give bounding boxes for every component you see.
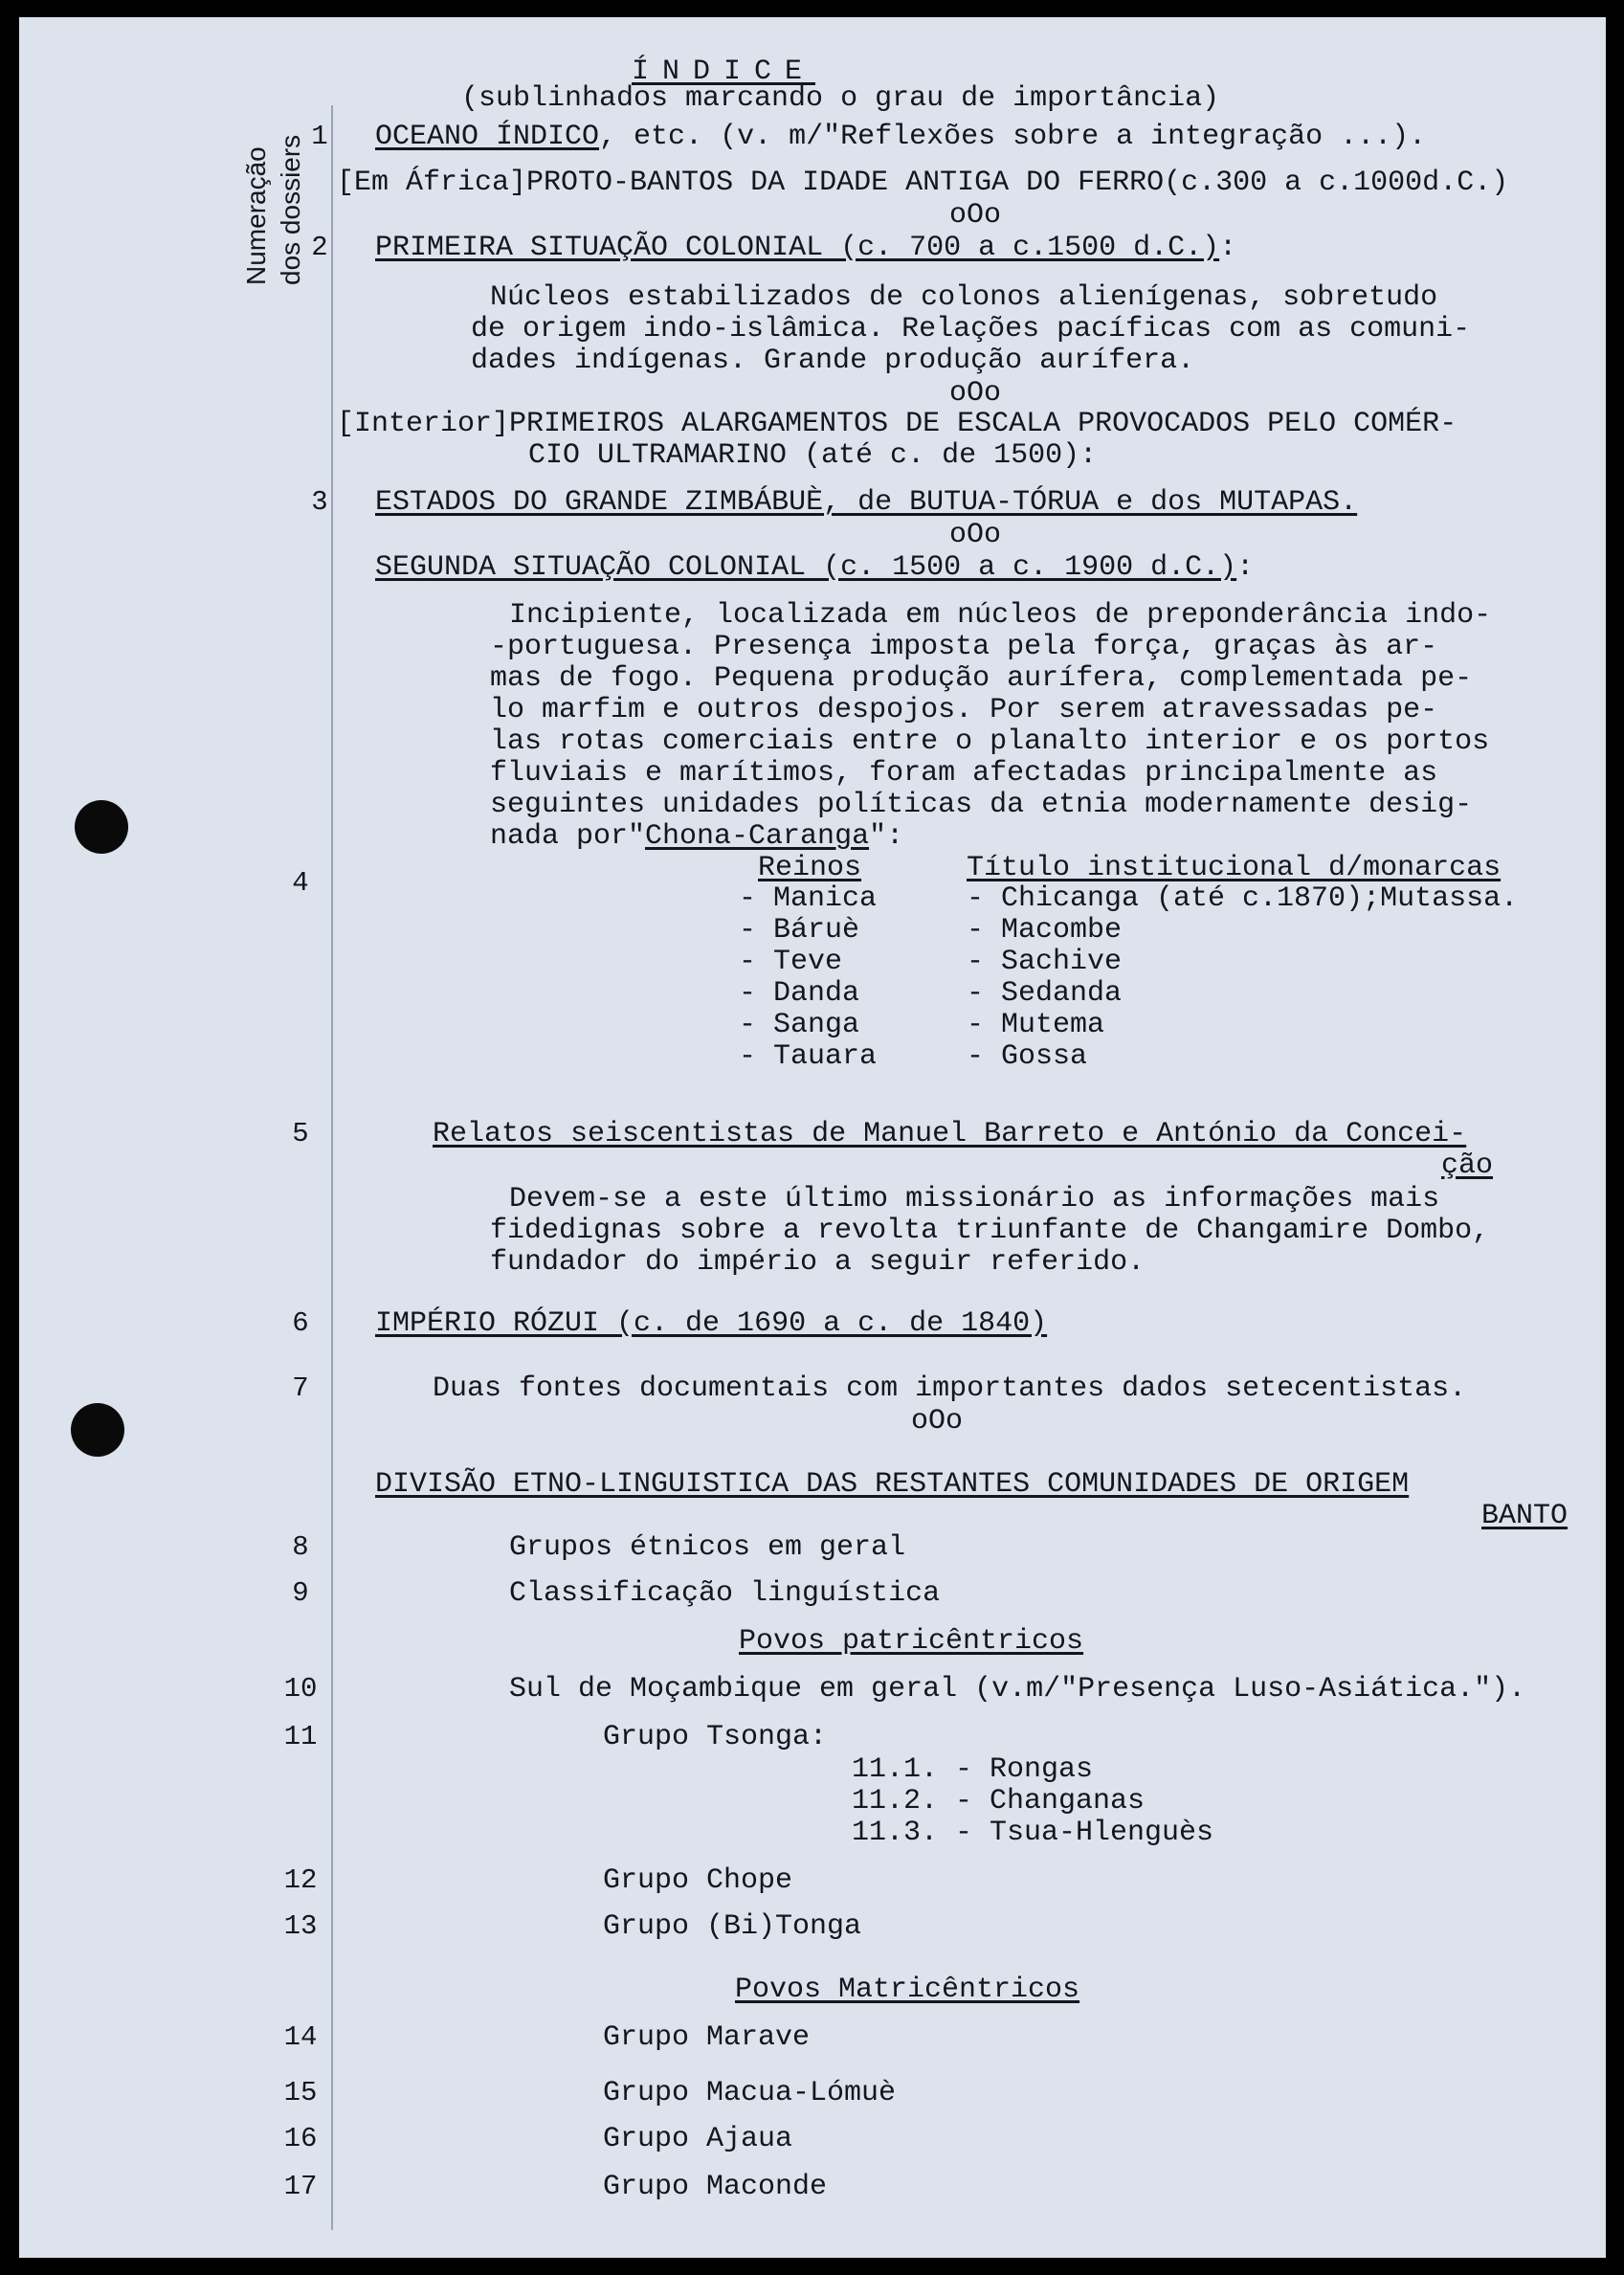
dossier-number: 3: [311, 486, 328, 518]
dossier-number: 1: [311, 121, 328, 152]
punch-hole-top: [75, 800, 128, 854]
text-line: lo marfim e outros despojos. Por serem atravessadas pe-: [490, 694, 1438, 726]
dossier-number: 15: [283, 2077, 318, 2108]
text-line: seguintes unidades políticas da etnia modernamente desig-: [490, 789, 1473, 821]
entry-imperio-rozui: IMPÉRIO RÓZUI (c. de 1690 a c. de 1840): [375, 1307, 1048, 1340]
dossier-number: 17: [283, 2171, 318, 2202]
titulo: - Mutema: [967, 1009, 1105, 1041]
entry-relatos-end: ção: [1441, 1149, 1494, 1182]
dossier-number: 4: [292, 867, 309, 899]
page-subtitle: (sublinhados marcando o grau de importância): [461, 82, 1220, 115]
entry-colon: :: [1236, 551, 1255, 584]
entry-grupo-maconde: Grupo Maconde: [603, 2171, 828, 2203]
entry-estados-zimbabue: ESTADOS DO GRANDE ZIMBÁBUÈ, de BUTUA-TÓRUA e dos MUTAPAS.: [375, 486, 1358, 519]
entry-grupo-bitonga: Grupo (Bi)Tonga: [603, 1910, 862, 1943]
dossier-number: 13: [283, 1910, 318, 1942]
dossier-number: 2: [311, 232, 328, 263]
entry-grupo-marave: Grupo Marave: [603, 2021, 811, 2054]
entry-divisao-end: BANTO: [1481, 1500, 1568, 1532]
reino: - Manica: [739, 882, 878, 915]
dossier-number: 11: [283, 1721, 318, 1752]
text-fragment: ":: [869, 820, 904, 853]
reino: - Danda: [739, 977, 860, 1010]
sub-entry: 11.3. - Tsua-Hlenguès: [852, 1817, 1214, 1849]
entry-proto-bantos: [Em África]PROTO-BANTOS DA IDADE ANTIGA DO FERRO(c.300 a c.1000d.C.): [337, 167, 1509, 199]
separator: oOo: [949, 519, 1002, 551]
dossier-number: 12: [283, 1864, 318, 1896]
titulo: - Gossa: [967, 1040, 1088, 1073]
dossier-number: 5: [292, 1118, 309, 1149]
entry-heading: PRIMEIRA SITUAÇÃO COLONIAL (c. 700 a c.1500 d.C.): [375, 232, 1220, 264]
entry-primeira-situacao: [375, 232, 1236, 264]
titulo-header: Título institucional d/monarcas: [967, 852, 1502, 884]
dossier-number: 7: [292, 1372, 309, 1404]
separator: oOo: [911, 1405, 964, 1438]
text-line: dades indígenas. Grande produção aurífera.: [471, 345, 1195, 377]
text-fragment: nada por": [490, 820, 646, 853]
entry-grupo-tsonga: Grupo Tsonga:: [603, 1721, 828, 1753]
reino: - Tauara: [739, 1040, 878, 1073]
titulo: - Macombe: [967, 914, 1123, 947]
section-matricentricos: Povos Matricêntricos: [735, 1974, 1080, 2006]
sub-entry: 11.1. - Rongas: [852, 1753, 1094, 1786]
dossier-number: 14: [283, 2021, 318, 2053]
text-line: Núcleos estabilizados de colonos alienígenas, sobretudo: [490, 281, 1438, 314]
dossier-number: 10: [283, 1673, 318, 1705]
separator: oOo: [949, 199, 1002, 232]
titulo: - Sachive: [967, 946, 1123, 978]
margin-rule: [331, 105, 333, 2230]
page-title: ÍNDICE: [632, 56, 816, 88]
text-line: fluviais e marítimos, foram afectadas principalmente as: [490, 757, 1438, 790]
reinos-header: Reinos: [758, 852, 862, 884]
sub-entry: 11.2. - Changanas: [852, 1785, 1146, 1818]
dossier-number: 6: [292, 1307, 309, 1339]
reino: - Báruè: [739, 914, 860, 947]
titulo: - Sedanda: [967, 977, 1123, 1010]
text-line: fundador do império a seguir referido.: [490, 1246, 1146, 1279]
entry-heading: SEGUNDA SITUAÇÃO COLONIAL (c. 1500 a c. 1900 d.C.): [375, 551, 1237, 584]
entry-grupo-chope: Grupo Chope: [603, 1864, 793, 1897]
text-line: las rotas comerciais entre o planalto interior e os portos: [490, 725, 1490, 758]
dossier-number: 8: [292, 1531, 309, 1563]
text-line: mas de fogo. Pequena produção aurífera, complementada pe-: [490, 662, 1473, 695]
dossier-number: 16: [283, 2123, 318, 2154]
section-patricentricos: Povos patricêntricos: [739, 1625, 1084, 1658]
reino: - Teve: [739, 946, 843, 978]
titulo: - Chicanga (até c.1870);Mutassa.: [967, 882, 1519, 915]
entry-text: , etc. (v. m/"Reflexões sobre a integração ...).: [599, 121, 1427, 153]
side-label-line1: Numeração: [241, 146, 271, 285]
chona-caranga: Chona-Caranga: [645, 820, 870, 853]
text-line: Incipiente, localizada em núcleos de preponderância indo-: [509, 599, 1492, 632]
reino: - Sanga: [739, 1009, 860, 1041]
entry-relatos: Relatos seiscentistas de Manuel Barreto e António da Concei-: [433, 1118, 1467, 1150]
text-line: fidedignas sobre a revolta triunfante de Changamire Dombo,: [490, 1215, 1490, 1247]
entry-fontes: Duas fontes documentais com importantes dados setecentistas.: [433, 1372, 1467, 1405]
text-line: de origem indo-islâmica. Relações pacíficas com as comuni-: [471, 313, 1471, 346]
text-line: [Interior]PRIMEIROS ALARGAMENTOS DE ESCALA PROVOCADOS PELO COMÉR-: [337, 408, 1457, 440]
entry-colon: :: [1219, 232, 1237, 264]
text-line: Devem-se a este último missionário as informações mais: [509, 1183, 1440, 1216]
text-line: [490, 820, 903, 853]
entry-oceano-indico: [375, 121, 1426, 153]
entry-heading: OCEANO ÍNDICO: [375, 121, 600, 153]
entry-sul-mocambique: Sul de Moçambique em geral (v.m/"Presença Luso-Asiática.").: [509, 1673, 1526, 1706]
entry-grupo-ajaua: Grupo Ajaua: [603, 2123, 793, 2155]
text-line: -portuguesa. Presença imposta pela força, graças às ar-: [490, 631, 1438, 663]
document-page: [19, 17, 1606, 2258]
dossier-number: 9: [292, 1577, 309, 1609]
entry-classificacao: Classificação linguística: [509, 1577, 941, 1610]
entry-grupos-etnicos: Grupos étnicos em geral: [509, 1531, 906, 1564]
text-line: CIO ULTRAMARINO (até c. de 1500):: [528, 439, 1098, 472]
separator: oOo: [949, 377, 1002, 410]
punch-hole-bottom: [71, 1403, 124, 1457]
entry-segunda-situacao: [375, 551, 1254, 584]
entry-grupo-macua: Grupo Macua-Lómuè: [603, 2077, 897, 2109]
entry-divisao: DIVISÃO ETNO-LINGUISTICA DAS RESTANTES COMUNIDADES DE ORIGEM: [375, 1468, 1410, 1501]
side-label-line2: dos dossiers: [276, 134, 305, 285]
